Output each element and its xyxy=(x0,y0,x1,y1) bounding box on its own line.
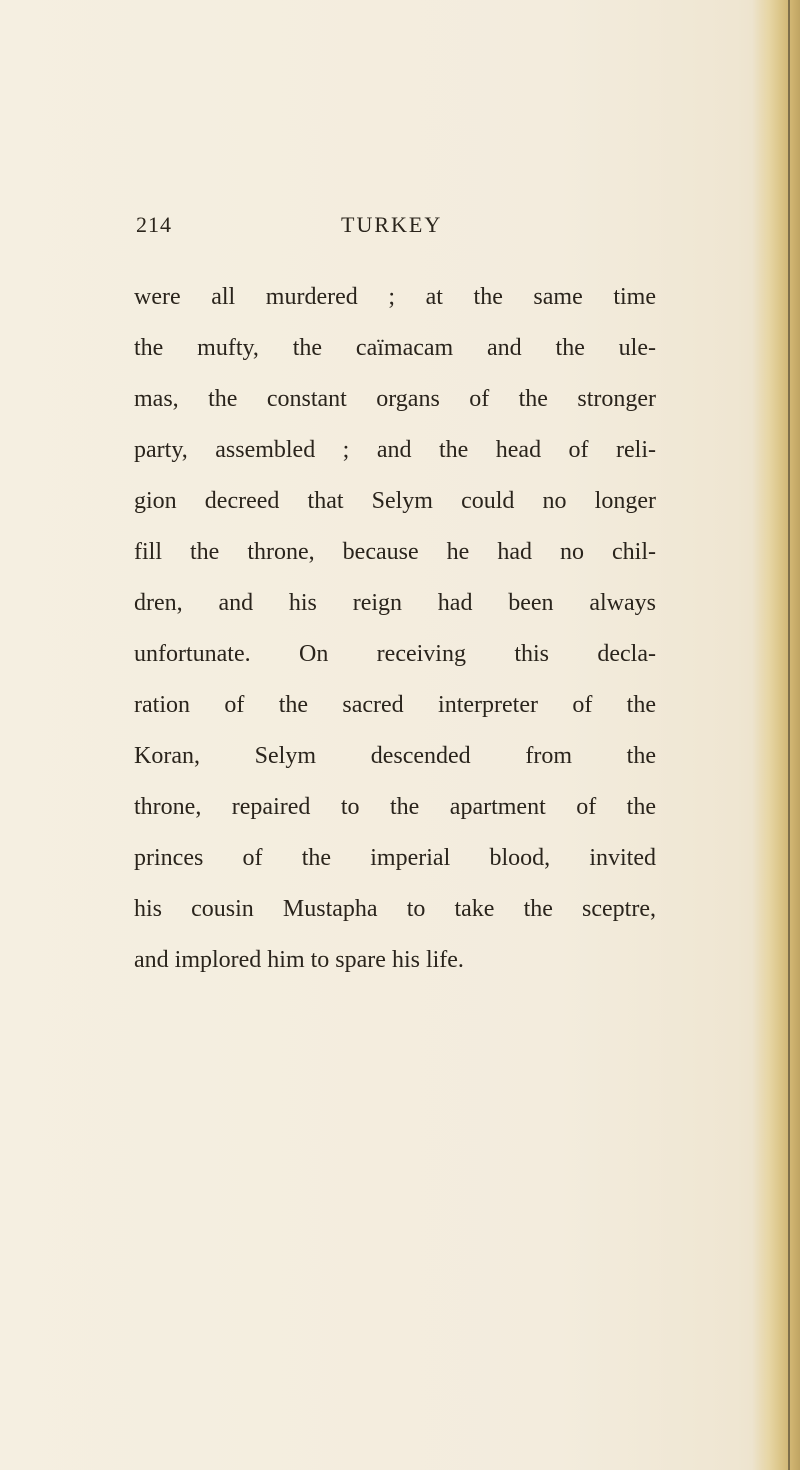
text-line: Koran, Selym descended from the xyxy=(134,743,656,769)
body-text xyxy=(134,272,656,986)
text-line: were all murdered ; at the same time xyxy=(134,284,656,310)
page-number: 214 xyxy=(136,212,172,237)
running-head: TURKEY xyxy=(341,212,443,237)
page-header xyxy=(136,212,656,246)
text-line: unfortunate. On receiving this decla- xyxy=(134,641,656,667)
text-line: mas, the constant organs of the stronger xyxy=(134,386,656,412)
text-line: and implored him to spare his life. xyxy=(134,947,464,973)
text-line: his cousin Mustapha to take the sceptre, xyxy=(134,896,656,922)
page-edge-line xyxy=(788,0,790,1470)
page-edge-shadow xyxy=(752,0,800,1470)
text-line: the mufty, the caïmacam and the ule- xyxy=(134,335,656,361)
text-line: party, assembled ; and the head of reli- xyxy=(134,437,656,463)
text-line: princes of the imperial blood, invited xyxy=(134,845,656,871)
text-line: ration of the sacred interpreter of the xyxy=(134,692,656,718)
text-line: throne, repaired to the apartment of the xyxy=(134,794,656,820)
text-line: fill the throne, because he had no chil- xyxy=(134,539,656,565)
text-line: dren, and his reign had been always xyxy=(134,590,656,616)
text-line: gion decreed that Selym could no longer xyxy=(134,488,656,514)
